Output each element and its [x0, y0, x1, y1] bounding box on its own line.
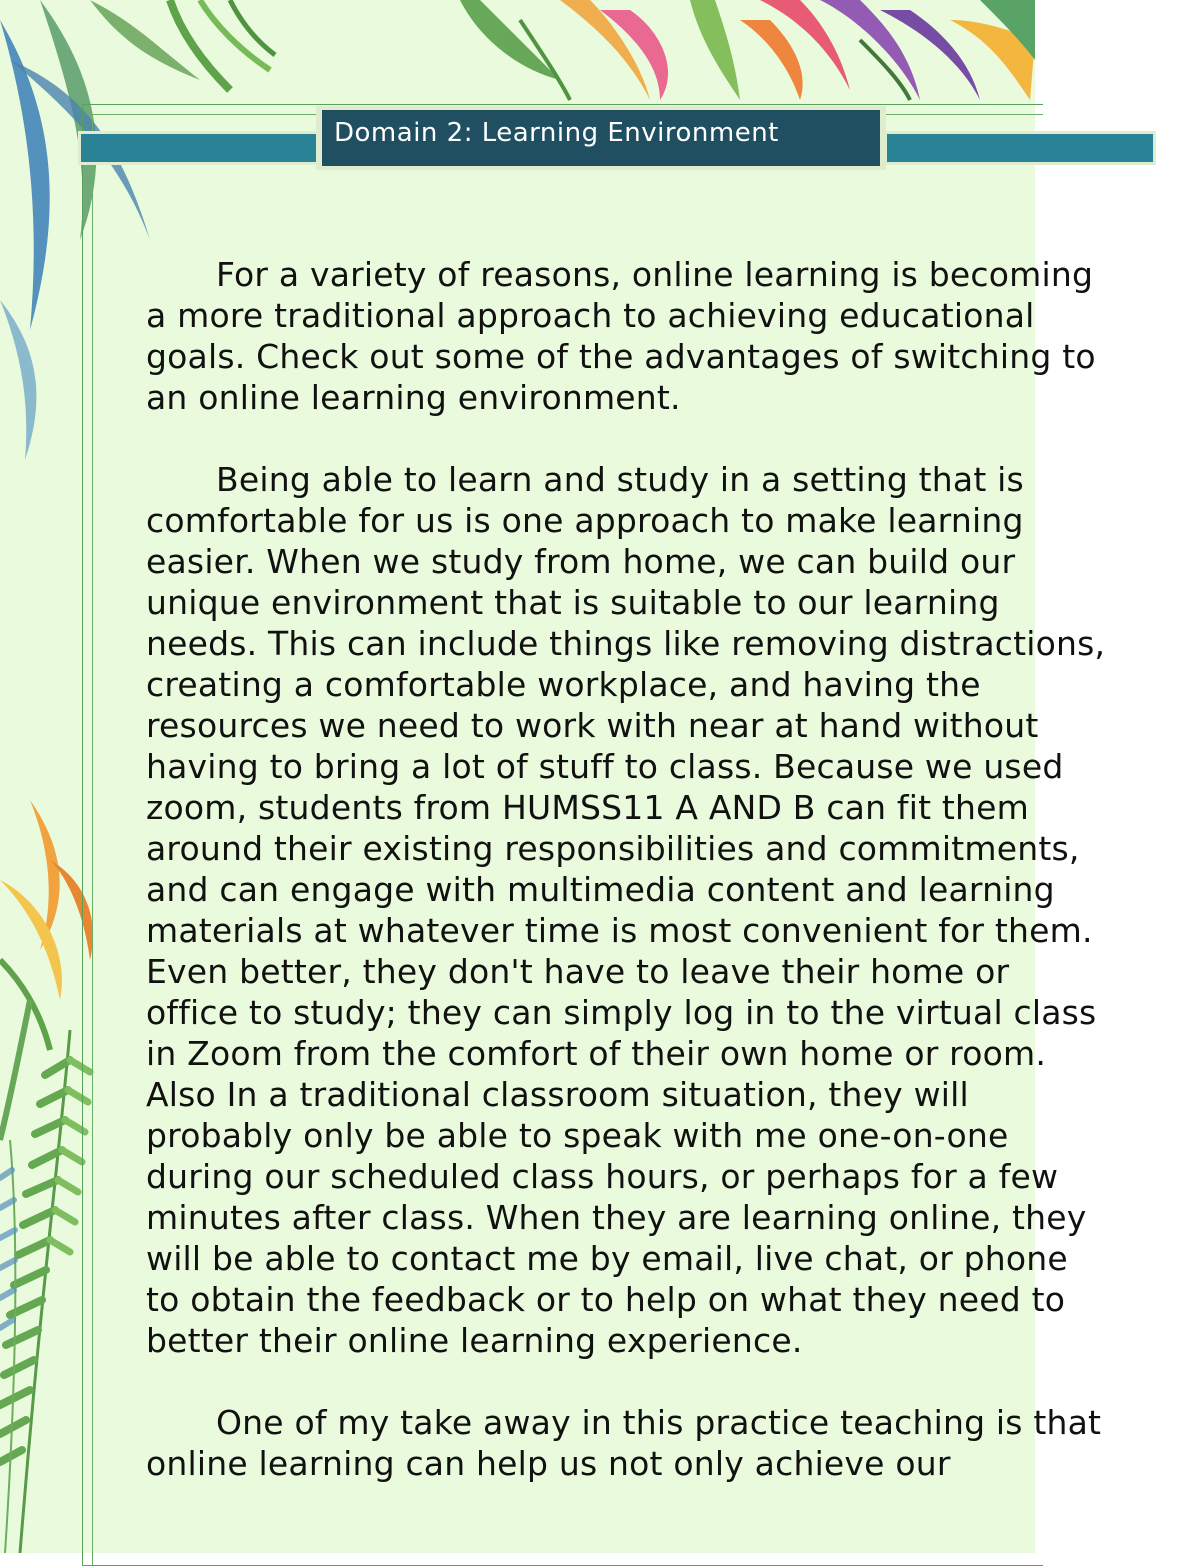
- fern-icon: [0, 1030, 90, 1553]
- body-text: [146, 254, 1106, 1525]
- header-band-right: [884, 131, 1156, 165]
- grass-frond-icon: [170, 0, 275, 90]
- header-band-left: [78, 131, 320, 165]
- orange-flower-icon: [0, 800, 93, 1140]
- bird-of-paradise-flower-icon: [460, 0, 1035, 100]
- paragraph-takeaway: One of my take away in this practice teaching is that online learning can help us not only achieve our: [146, 1403, 1102, 1483]
- paragraph-learning-setting: Being able to learn and study in a setting that is comfortable for us is one approach to make learning easier. When we study from home, we can build our unique environment that is suitable to our learning needs. This can include things like removing distractions, creating a comfortable workplace, and having the resources we need to work with near at hand without having to bring a lot of stuff to class. Because we used zoom, students from HUMSS11 A AND B can fit them around their existing responsibilities and commitments, and can engage with multimedia content and learning materials at whatever time is most convenient for them. Even better, they don't have to leave their home or office to study; they can simply log in to the virtual class in Zoom from the comfort of their own home or room. Also In a traditional classroom situation, they will probably only be able to speak with me one-on-one during our scheduled class hours, or perhaps for a few minutes after class. When they are learning online, they will be able to contact me by email, live chat, or phone to obtain the feedback or to help on what they need to better their online learning experience.: [146, 460, 1106, 1360]
- page-title: Domain 2: Learning Environment: [334, 118, 779, 148]
- paragraph-intro: For a variety of reasons, online learning is becoming a more traditional approach to achieving educational goals. Check out some of the advantages of switching to an online learning environment.: [146, 255, 1096, 417]
